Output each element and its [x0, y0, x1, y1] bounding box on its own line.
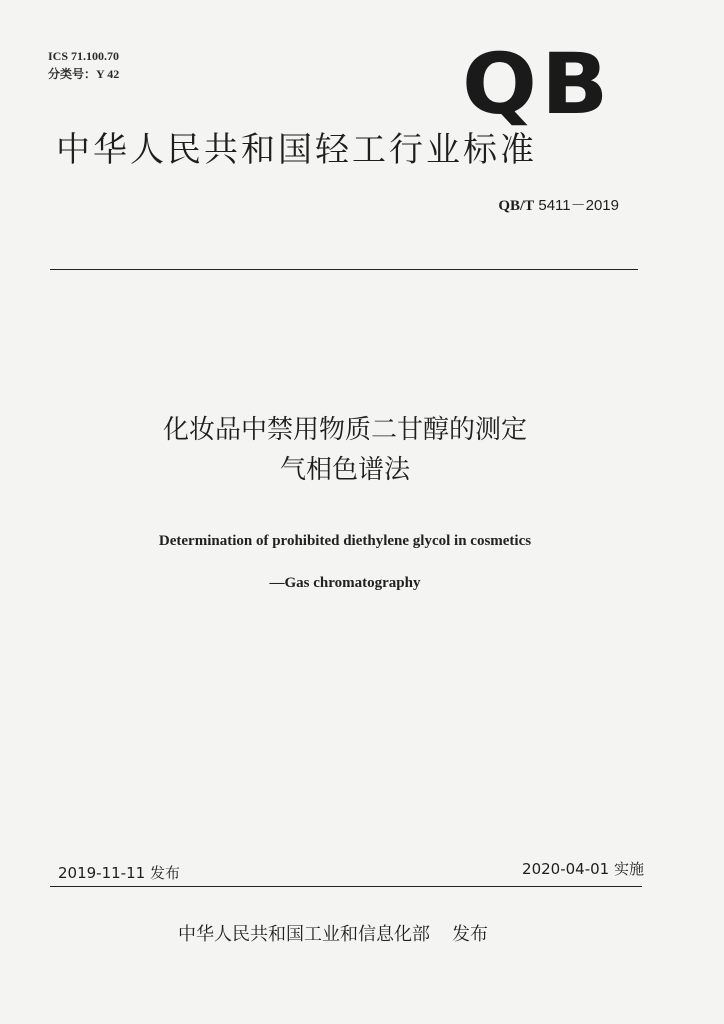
organization-title: 中华人民共和国轻工行业标准	[56, 130, 537, 170]
ics-code: ICS 71.100.70	[48, 49, 120, 63]
publisher-name: 中华人民共和国工业和信息化部	[178, 924, 430, 945]
issue-date: 2019-11-11 发布	[58, 864, 180, 882]
category-code: 分类号：Y 42	[48, 67, 120, 81]
english-title-line2: —Gas chromatography	[269, 575, 421, 591]
classification-block	[48, 47, 119, 83]
publisher-action: 发布	[452, 924, 488, 945]
chinese-title	[0, 410, 690, 490]
bottom-divider	[50, 886, 642, 887]
english-title	[0, 520, 690, 604]
implementation-date: 2020-04-01 实施	[522, 860, 644, 878]
standard-code	[498, 196, 619, 216]
chinese-title-line1: 化妆品中禁用物质二甘醇的测定	[162, 415, 527, 445]
standard-code-number: 5411－2019	[534, 197, 619, 214]
chinese-title-line2: 气相色谱法	[279, 455, 410, 485]
top-divider	[50, 269, 638, 270]
standard-code-prefix: QB/T	[498, 198, 535, 214]
publisher-line	[178, 922, 488, 948]
qb-logo: QB	[462, 35, 613, 133]
english-title-line1: Determination of prohibited diethylene glycol in cosmetics	[158, 533, 532, 549]
